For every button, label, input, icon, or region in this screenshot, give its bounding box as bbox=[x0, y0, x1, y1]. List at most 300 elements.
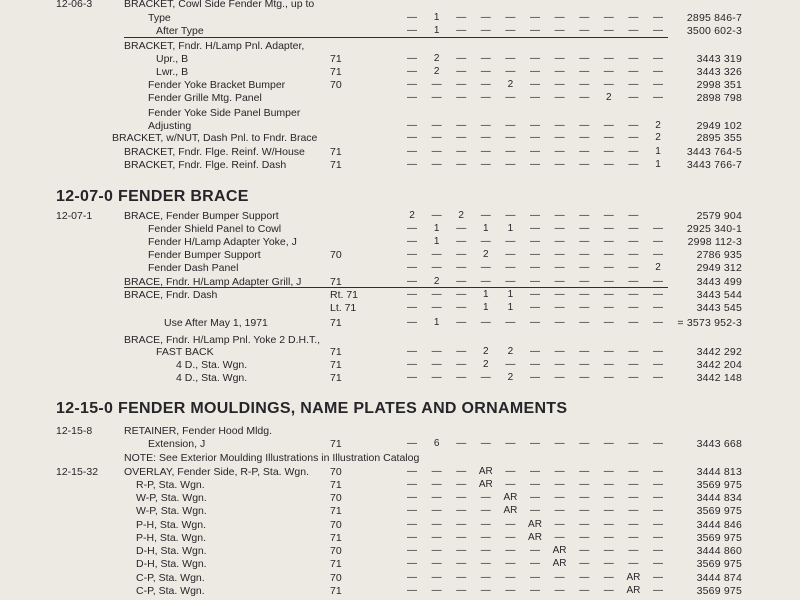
part-number: 2949 102 bbox=[696, 120, 742, 132]
part-number: 3443 319 bbox=[696, 53, 742, 65]
quantity-cell: — bbox=[407, 479, 417, 490]
part-number: 3443 326 bbox=[696, 66, 742, 78]
quantity-cell: — bbox=[456, 120, 467, 131]
quantity-cell: — bbox=[480, 12, 491, 23]
quantity-cell: — bbox=[431, 372, 442, 383]
quantity-cell: — bbox=[603, 545, 614, 556]
quantity-cell: — bbox=[431, 120, 442, 131]
quantity-columns bbox=[400, 11, 670, 25]
quantity-cell: — bbox=[505, 66, 516, 77]
parts-row bbox=[0, 437, 800, 451]
quantity-columns bbox=[400, 24, 670, 38]
quantity-cell: — bbox=[530, 572, 540, 583]
quantity-cell: — bbox=[554, 479, 565, 490]
quantity-cell: — bbox=[480, 372, 491, 383]
quantity-cell: — bbox=[579, 532, 590, 543]
quantity-cell: — bbox=[653, 572, 663, 583]
quantity-cell: — bbox=[456, 236, 467, 247]
quantity-cell: — bbox=[407, 236, 417, 247]
quantity-cell: — bbox=[456, 66, 467, 77]
quantity-cell: — bbox=[628, 466, 639, 477]
quantity-cell: — bbox=[431, 92, 442, 103]
model-year: 70 bbox=[330, 466, 342, 478]
quantity-cell: 1 bbox=[433, 223, 440, 234]
quantity-cell: — bbox=[579, 372, 590, 383]
quantity-cell: — bbox=[554, 302, 565, 313]
quantity-columns bbox=[400, 451, 670, 465]
quantity-cell: — bbox=[456, 572, 467, 583]
quantity-cell: — bbox=[579, 492, 590, 503]
quantity-cell: 1 bbox=[507, 302, 514, 313]
parts-row bbox=[0, 275, 800, 289]
part-number: 3569 975 bbox=[696, 585, 742, 597]
part-description: P-H, Sta. Wgn. bbox=[136, 532, 207, 544]
part-description: Extension, J bbox=[148, 438, 206, 450]
quantity-cell: — bbox=[554, 25, 565, 36]
quantity-cell: — bbox=[579, 92, 590, 103]
quantity-cell: — bbox=[628, 249, 639, 260]
part-description: After Type bbox=[156, 25, 204, 37]
part-description: Adjusting bbox=[148, 120, 192, 132]
quantity-cell: — bbox=[603, 236, 614, 247]
quantity-cell: — bbox=[431, 289, 442, 300]
quantity-cell: — bbox=[603, 317, 614, 328]
part-description: Fender Grille Mtg. Panel bbox=[148, 92, 262, 104]
quantity-cell: — bbox=[456, 317, 467, 328]
quantity-columns bbox=[400, 145, 670, 159]
quantity-cell: — bbox=[431, 146, 442, 157]
quantity-cell: 2 bbox=[433, 53, 440, 64]
quantity-cell: — bbox=[407, 79, 417, 90]
model-year: 71 bbox=[330, 146, 342, 158]
quantity-cell: — bbox=[505, 146, 516, 157]
quantity-cell: — bbox=[480, 558, 491, 569]
quantity-columns bbox=[400, 65, 670, 79]
quantity-cell: — bbox=[628, 372, 639, 383]
quantity-cell: — bbox=[603, 302, 614, 313]
parts-row bbox=[0, 316, 800, 330]
part-number: 3443 766-7 bbox=[686, 159, 742, 171]
model-year: 71 bbox=[330, 159, 342, 171]
quantity-cell: — bbox=[530, 359, 540, 370]
quantity-columns bbox=[400, 478, 670, 492]
quantity-cell: 2 bbox=[433, 276, 440, 287]
quantity-cell: — bbox=[456, 585, 467, 596]
quantity-cell: — bbox=[431, 519, 442, 530]
quantity-cell: — bbox=[480, 25, 491, 36]
quantity-cell: — bbox=[407, 558, 417, 569]
quantity-cell: — bbox=[456, 346, 467, 357]
quantity-cell: — bbox=[407, 289, 417, 300]
quantity-cell: — bbox=[530, 146, 540, 157]
quantity-columns bbox=[400, 78, 670, 92]
parts-row bbox=[0, 301, 800, 315]
quantity-cell: 2 bbox=[409, 210, 415, 221]
quantity-cell: — bbox=[407, 545, 417, 556]
quantity-cell: — bbox=[480, 317, 491, 328]
quantity-columns bbox=[400, 316, 670, 330]
quantity-cell: — bbox=[603, 25, 614, 36]
parts-row bbox=[0, 209, 800, 223]
quantity-cell: — bbox=[554, 146, 565, 157]
quantity-cell: — bbox=[480, 545, 491, 556]
quantity-cell: — bbox=[603, 223, 614, 234]
quantity-cell: — bbox=[579, 132, 590, 143]
quantity-cell: 1 bbox=[483, 302, 489, 313]
quantity-cell: — bbox=[554, 372, 565, 383]
parts-row bbox=[0, 39, 800, 53]
quantity-cell: — bbox=[480, 132, 491, 143]
quantity-cell: — bbox=[653, 236, 663, 247]
quantity-cell: — bbox=[505, 92, 516, 103]
quantity-cell: — bbox=[653, 12, 663, 23]
part-description: D-H, Sta. Wgn. bbox=[136, 545, 207, 557]
quantity-cell: — bbox=[554, 289, 565, 300]
quantity-cell: — bbox=[530, 317, 540, 328]
quantity-columns bbox=[400, 557, 670, 571]
quantity-cell: — bbox=[480, 92, 491, 103]
quantity-cell: — bbox=[554, 66, 565, 77]
parts-row bbox=[0, 235, 800, 249]
quantity-cell: 1 bbox=[655, 159, 661, 170]
quantity-cell: — bbox=[530, 262, 540, 273]
quantity-cell: — bbox=[653, 92, 663, 103]
quantity-cell: — bbox=[579, 25, 590, 36]
quantity-cell: — bbox=[431, 479, 442, 490]
part-description: OVERLAY, Fender Side, R-P, Sta. Wgn. bbox=[124, 466, 310, 478]
quantity-cell: — bbox=[456, 302, 467, 313]
quantity-cell: — bbox=[628, 545, 639, 556]
quantity-cell: — bbox=[628, 532, 639, 543]
part-number: 3444 846 bbox=[696, 519, 742, 531]
quantity-cell: — bbox=[579, 66, 590, 77]
model-year: 71 bbox=[330, 359, 342, 371]
quantity-cell: AR bbox=[552, 545, 567, 556]
quantity-cell: — bbox=[431, 262, 442, 273]
parts-row bbox=[0, 424, 800, 438]
model-year: 71 bbox=[330, 585, 342, 597]
quantity-cell: — bbox=[579, 12, 590, 23]
quantity-cell: — bbox=[431, 492, 442, 503]
quantity-cell: — bbox=[505, 359, 516, 370]
parts-row bbox=[0, 288, 800, 302]
quantity-cell: — bbox=[407, 25, 417, 36]
quantity-cell: — bbox=[603, 438, 614, 449]
quantity-cell: — bbox=[530, 92, 540, 103]
quantity-cell: — bbox=[456, 25, 467, 36]
parts-row bbox=[0, 11, 800, 25]
quantity-columns bbox=[400, 424, 670, 438]
quantity-cell: — bbox=[505, 120, 516, 131]
quantity-cell: — bbox=[530, 346, 540, 357]
quantity-cell: — bbox=[579, 585, 590, 596]
quantity-cell: 1 bbox=[507, 223, 514, 234]
model-year: 70 bbox=[330, 519, 342, 531]
quantity-cell: 1 bbox=[433, 236, 440, 247]
quantity-cell: — bbox=[530, 159, 540, 170]
quantity-cell: — bbox=[554, 346, 565, 357]
model-year: 70 bbox=[330, 492, 342, 504]
model-year: Lt. 71 bbox=[330, 302, 357, 314]
quantity-columns bbox=[400, 106, 670, 120]
quantity-cell: — bbox=[407, 359, 417, 370]
quantity-columns bbox=[400, 131, 670, 145]
quantity-cell: 2 bbox=[483, 249, 489, 260]
part-description: BRACE, Fndr. H/Lamp Adapter Grill, J bbox=[124, 276, 302, 288]
quantity-cell: AR bbox=[528, 519, 542, 530]
quantity-cell: — bbox=[603, 53, 614, 64]
quantity-cell: — bbox=[407, 132, 417, 143]
quantity-cell: — bbox=[628, 223, 639, 234]
quantity-cell: — bbox=[579, 572, 590, 583]
quantity-cell: — bbox=[653, 532, 663, 543]
quantity-cell: — bbox=[407, 146, 417, 157]
quantity-cell: 2 bbox=[483, 346, 489, 357]
part-number: 2786 935 bbox=[696, 249, 742, 261]
quantity-cell: — bbox=[554, 519, 565, 530]
quantity-columns bbox=[400, 345, 670, 359]
quantity-cell: — bbox=[480, 276, 491, 287]
quantity-cell: — bbox=[456, 519, 467, 530]
quantity-cell: — bbox=[407, 346, 417, 357]
quantity-cell: — bbox=[407, 223, 417, 234]
parts-row bbox=[0, 248, 800, 262]
model-year: 71 bbox=[330, 479, 342, 491]
quantity-cell: AR bbox=[503, 505, 518, 516]
part-description: BRACKET, Cowl Side Fender Mtg., up to bbox=[124, 0, 315, 10]
part-description: BRACKET, Fndr. Flge. Reinf. W/House bbox=[124, 146, 305, 158]
quantity-cell: — bbox=[579, 466, 590, 477]
quantity-cell: — bbox=[505, 132, 516, 143]
quantity-cell: — bbox=[505, 236, 516, 247]
quantity-cell: — bbox=[480, 159, 491, 170]
part-description: BRACE, Fender Bumper Support bbox=[124, 210, 279, 222]
model-year: 71 bbox=[330, 317, 342, 329]
quantity-cell: — bbox=[456, 479, 467, 490]
quantity-cell: — bbox=[554, 466, 565, 477]
quantity-cell: — bbox=[530, 79, 540, 90]
part-number: 3443 668 bbox=[696, 438, 742, 450]
quantity-cell: — bbox=[530, 558, 540, 569]
quantity-cell: — bbox=[456, 372, 467, 383]
group-code: 12-06-3 bbox=[56, 0, 93, 10]
quantity-cell: — bbox=[554, 223, 565, 234]
quantity-cell: — bbox=[431, 572, 442, 583]
part-number: 2925 340-1 bbox=[686, 223, 742, 235]
quantity-cell: 2 bbox=[655, 120, 661, 131]
quantity-cell: — bbox=[480, 53, 491, 64]
quantity-cell: — bbox=[530, 53, 540, 64]
quantity-cell: — bbox=[456, 262, 467, 273]
quantity-columns bbox=[400, 465, 670, 479]
parts-row bbox=[0, 91, 800, 105]
quantity-cell: — bbox=[456, 466, 467, 477]
part-number: 2949 312 bbox=[696, 262, 742, 274]
model-year: 71 bbox=[330, 66, 342, 78]
quantity-cell: — bbox=[407, 532, 417, 543]
quantity-columns bbox=[400, 91, 670, 105]
quantity-cell: — bbox=[554, 12, 565, 23]
quantity-cell: — bbox=[431, 346, 442, 357]
quantity-cell: — bbox=[603, 372, 614, 383]
parts-row bbox=[0, 52, 800, 66]
quantity-cell: — bbox=[579, 317, 590, 328]
part-description: BRACE, Fndr. H/Lamp Pnl. Yoke 2 D.H.T., bbox=[124, 334, 321, 346]
quantity-cell: — bbox=[653, 317, 663, 328]
quantity-cell: — bbox=[480, 66, 491, 77]
quantity-cell: — bbox=[431, 505, 442, 516]
quantity-cell: — bbox=[579, 289, 590, 300]
model-year: 70 bbox=[330, 249, 342, 261]
parts-row bbox=[0, 465, 800, 479]
parts-row bbox=[0, 24, 800, 38]
quantity-cell: — bbox=[554, 505, 565, 516]
quantity-cell: — bbox=[653, 302, 663, 313]
quantity-cell: — bbox=[505, 479, 516, 490]
quantity-cell: — bbox=[456, 79, 467, 90]
quantity-cell: 1 bbox=[655, 146, 661, 157]
quantity-columns bbox=[400, 301, 670, 315]
quantity-cell: — bbox=[456, 223, 467, 234]
part-number: 2998 351 bbox=[696, 79, 742, 91]
quantity-cell: — bbox=[480, 262, 491, 273]
parts-row bbox=[0, 65, 800, 79]
quantity-cell: — bbox=[554, 438, 565, 449]
quantity-cell: — bbox=[579, 438, 590, 449]
quantity-cell: 2 bbox=[507, 372, 514, 383]
quantity-cell: — bbox=[407, 262, 417, 273]
parts-row bbox=[0, 106, 800, 120]
quantity-cell: — bbox=[603, 585, 614, 596]
quantity-cell: — bbox=[530, 132, 540, 143]
quantity-cell: — bbox=[530, 249, 540, 260]
quantity-cell: — bbox=[530, 479, 540, 490]
quantity-cell: — bbox=[554, 359, 565, 370]
quantity-cell: — bbox=[603, 120, 614, 131]
part-number: 2579 904 bbox=[696, 210, 742, 222]
quantity-cell: — bbox=[505, 466, 516, 477]
quantity-cell: — bbox=[456, 505, 467, 516]
quantity-cell: — bbox=[628, 132, 639, 143]
part-description: Lwr., B bbox=[156, 66, 189, 78]
part-number: 3569 975 bbox=[696, 532, 742, 544]
quantity-cell: — bbox=[579, 262, 590, 273]
quantity-cell: — bbox=[653, 466, 663, 477]
part-number: 2895 846-7 bbox=[686, 12, 742, 24]
quantity-cell: — bbox=[653, 492, 663, 503]
quantity-cell: — bbox=[603, 519, 614, 530]
quantity-cell: — bbox=[456, 12, 467, 23]
quantity-cell: — bbox=[530, 289, 540, 300]
quantity-cell: AR bbox=[478, 466, 493, 477]
quantity-cell: — bbox=[530, 505, 540, 516]
quantity-columns bbox=[400, 222, 670, 236]
quantity-cell: — bbox=[579, 545, 590, 556]
quantity-cell: — bbox=[431, 249, 442, 260]
quantity-cell: — bbox=[530, 236, 540, 247]
quantity-cell: — bbox=[456, 53, 467, 64]
quantity-cell: — bbox=[431, 558, 442, 569]
quantity-columns bbox=[400, 158, 670, 172]
quantity-cell: 2 bbox=[433, 66, 440, 77]
group-code: 12-07-1 bbox=[56, 210, 93, 222]
quantity-cell: — bbox=[628, 66, 639, 77]
quantity-cell: — bbox=[653, 558, 663, 569]
model-year: 70 bbox=[330, 572, 342, 584]
quantity-cell: — bbox=[554, 572, 565, 583]
part-number: 3569 975 bbox=[696, 479, 742, 491]
quantity-cell: — bbox=[505, 317, 516, 328]
quantity-cell: — bbox=[407, 159, 417, 170]
quantity-cell: — bbox=[603, 66, 614, 77]
quantity-cell: — bbox=[579, 146, 590, 157]
quantity-cell: 1 bbox=[483, 289, 489, 300]
parts-row bbox=[0, 478, 800, 492]
quantity-cell: — bbox=[505, 545, 516, 556]
quantity-columns bbox=[400, 358, 670, 372]
quantity-cell: 1 bbox=[507, 289, 514, 300]
quantity-cell: — bbox=[653, 79, 663, 90]
quantity-cell: — bbox=[628, 479, 639, 490]
quantity-cell: — bbox=[456, 359, 467, 370]
quantity-cell: — bbox=[579, 120, 590, 131]
quantity-cell: — bbox=[628, 12, 639, 23]
quantity-cell: AR bbox=[626, 585, 641, 596]
parts-row bbox=[0, 145, 800, 159]
part-number: 3442 292 bbox=[696, 346, 742, 358]
quantity-columns bbox=[400, 52, 670, 66]
quantity-cell: — bbox=[554, 132, 565, 143]
quantity-cell: — bbox=[431, 159, 442, 170]
quantity-cell: AR bbox=[478, 479, 493, 490]
quantity-cell: — bbox=[653, 359, 663, 370]
quantity-cell: — bbox=[530, 210, 540, 221]
quantity-cell: — bbox=[456, 249, 467, 260]
quantity-cell: — bbox=[653, 53, 663, 64]
quantity-cell: — bbox=[431, 532, 442, 543]
quantity-cell: — bbox=[407, 249, 417, 260]
model-year: 71 bbox=[330, 276, 342, 288]
quantity-cell: — bbox=[456, 92, 467, 103]
quantity-cell: — bbox=[407, 53, 417, 64]
part-number: 3500 602-3 bbox=[686, 25, 742, 37]
quantity-cell: — bbox=[554, 317, 565, 328]
parts-row bbox=[0, 0, 800, 11]
quantity-cell: — bbox=[530, 223, 540, 234]
quantity-cell: — bbox=[628, 359, 639, 370]
quantity-columns bbox=[400, 371, 670, 385]
quantity-cell: — bbox=[579, 249, 590, 260]
quantity-cell: 1 bbox=[433, 317, 440, 328]
quantity-cell: — bbox=[505, 572, 516, 583]
quantity-cell: — bbox=[554, 159, 565, 170]
parts-row bbox=[0, 158, 800, 172]
quantity-cell: — bbox=[579, 519, 590, 530]
quantity-cell: — bbox=[505, 558, 516, 569]
quantity-cell: — bbox=[603, 289, 614, 300]
model-year: 71 bbox=[330, 558, 342, 570]
quantity-cell: — bbox=[653, 372, 663, 383]
quantity-cell: AR bbox=[626, 572, 641, 583]
quantity-cell: — bbox=[603, 346, 614, 357]
quantity-cell: — bbox=[480, 532, 491, 543]
quantity-cell: — bbox=[603, 12, 614, 23]
quantity-cell: — bbox=[505, 53, 516, 64]
quantity-cell: 2 bbox=[458, 210, 464, 221]
quantity-cell: — bbox=[554, 492, 565, 503]
quantity-cell: — bbox=[530, 276, 540, 287]
quantity-cell: — bbox=[530, 12, 540, 23]
